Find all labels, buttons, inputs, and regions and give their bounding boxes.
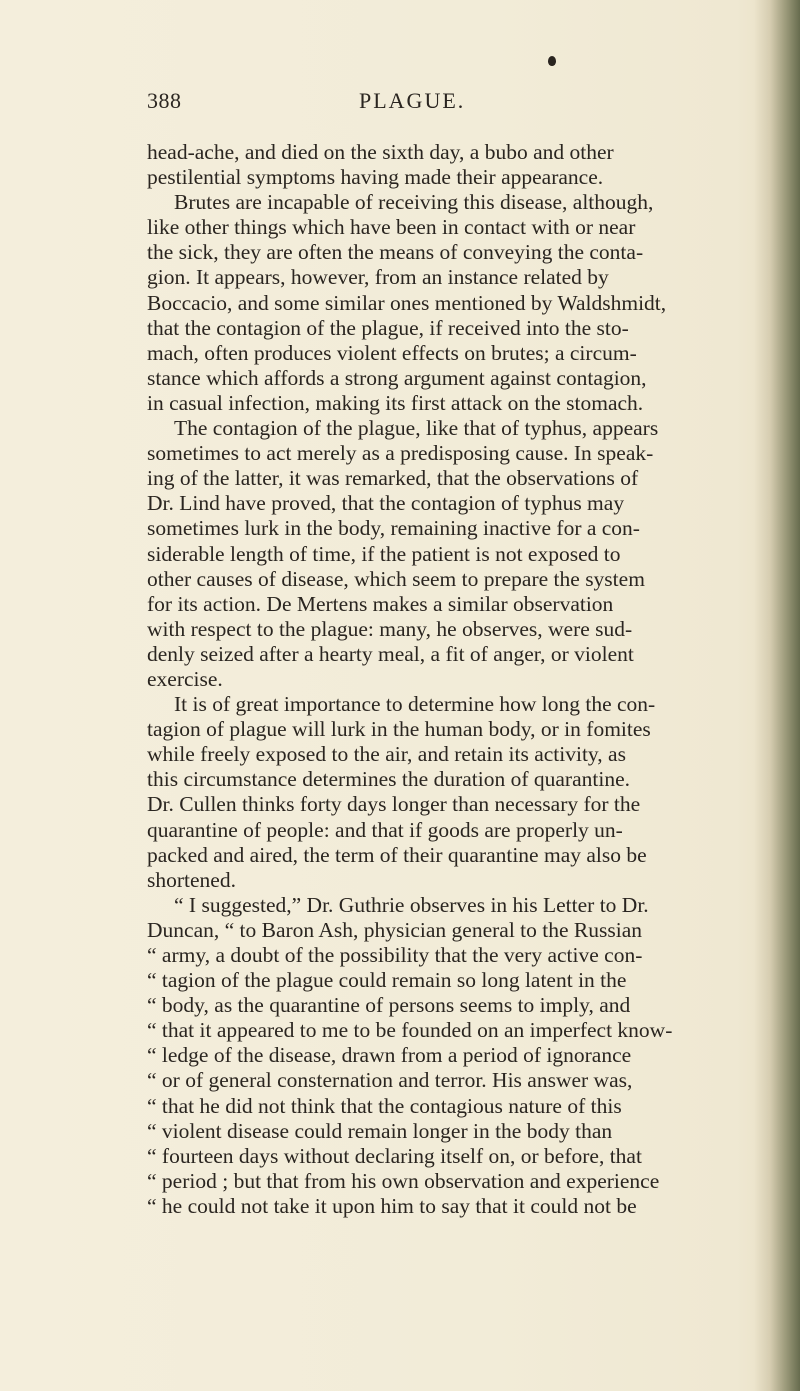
text-line: Boccacio, and some similar ones mentioned by Waldshmidt,: [147, 290, 667, 315]
text-line: “ violent disease could remain longer in the body than: [147, 1118, 613, 1143]
text-line: packed and aired, the term of their quarantine may also be: [147, 842, 647, 867]
text-line: this circumstance determines the duration of quarantine.: [147, 767, 630, 792]
text-line: gion. It appears, however, from an instance related by: [147, 265, 609, 290]
ink-blot: [548, 56, 556, 66]
text-line: Dr. Lind have proved, that the contagion of typhus may: [147, 491, 625, 516]
text-line: in casual infection, making its first attack on the stomach.: [147, 390, 644, 415]
text-line: ing of the latter, it was remarked, that the observations of: [147, 466, 639, 491]
body-text: [147, 140, 747, 1219]
text-line: “ that it appeared to me to be founded on an imperfect know-: [147, 1018, 673, 1043]
text-line: “ or of general consternation and terror. His answer was,: [147, 1068, 633, 1093]
text-line: Dr. Cullen thinks forty days longer than necessary for the: [147, 792, 641, 817]
paragraph-start-line: “ I suggested,” Dr. Guthrie observes in his Letter to Dr.: [174, 892, 649, 917]
text-line: with respect to the plague: many, he observes, were sud-: [147, 616, 633, 641]
page-header: [147, 88, 737, 120]
page-edge-shadow: [754, 0, 800, 1391]
paragraph-start-line: Brutes are incapable of receiving this disease, although,: [174, 190, 654, 215]
text-line: “ period ; but that from his own observation and experience: [147, 1168, 660, 1193]
text-line: sometimes to act merely as a predisposing cause. In speak-: [147, 441, 654, 466]
text-line: “ army, a doubt of the possibility that the very active con-: [147, 943, 643, 967]
text-line: other causes of disease, which seem to prepare the system: [147, 566, 645, 591]
text-line: “ fourteen days without declaring itself on, or before, that: [147, 1143, 642, 1168]
text-line: denly seized after a hearty meal, a fit of anger, or violent: [147, 641, 634, 666]
text-line: while freely exposed to the air, and retain its activity, as: [147, 742, 626, 767]
text-line: “ tagion of the plague could remain so long latent in the: [147, 968, 627, 993]
paragraph-start-line: The contagion of the plague, like that of typhus, appears: [174, 416, 659, 441]
text-line: “ that he did not think that the contagious nature of this: [147, 1093, 622, 1118]
text-line: stance which affords a strong argument against contagion,: [147, 365, 647, 390]
paragraph-start-line: It is of great importance to determine how long the con-: [174, 692, 656, 717]
text-line: that the contagion of the plague, if received into the sto-: [147, 315, 629, 340]
text-line: “ body, as the quarantine of persons seems to imply, and: [147, 993, 631, 1018]
text-line: quarantine of people: and that if goods are properly un-: [147, 817, 623, 842]
text-line: shortened.: [147, 867, 236, 892]
text-line: “ ledge of the disease, drawn from a period of ignorance: [147, 1043, 632, 1068]
running-head: PLAGUE.: [359, 88, 466, 113]
text-line: for its action. De Mertens makes a similar observation: [147, 591, 614, 616]
text-line: exercise.: [147, 666, 223, 691]
text-line: sometimes lurk in the body, remaining inactive for a con-: [147, 516, 640, 541]
text-line: “ he could not take it upon him to say that it could not be: [147, 1193, 637, 1218]
text-line: Duncan, “ to Baron Ash, physician general to the Russian: [147, 917, 642, 942]
text-line: mach, often produces violent effects on brutes; a circum-: [147, 340, 637, 365]
text-line: head-ache, and died on the sixth day, a bubo and other: [147, 140, 614, 164]
text-line: tagion of plague will lurk in the human body, or in fomites: [147, 717, 651, 742]
text-line: the sick, they are often the means of conveying the conta-: [147, 240, 644, 265]
text-line: siderable length of time, if the patient is not exposed to: [147, 541, 621, 566]
page-number: 388: [147, 88, 182, 113]
text-line: like other things which have been in contact with or near: [147, 215, 636, 240]
text-line: pestilential symptoms having made their appearance.: [147, 165, 604, 190]
